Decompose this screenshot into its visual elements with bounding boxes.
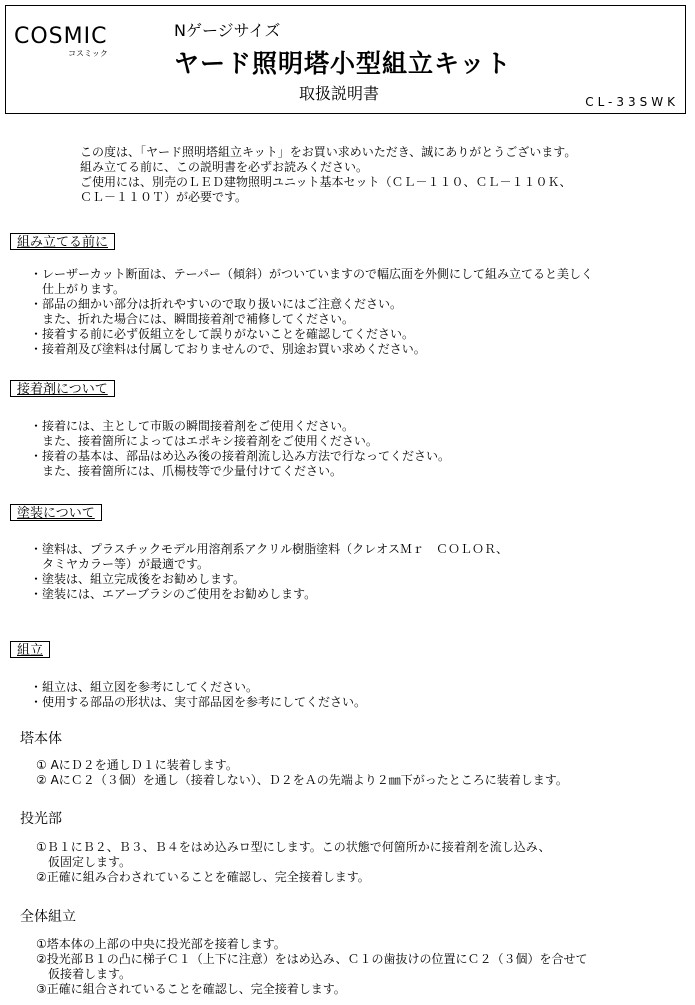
section-line: また、折れた場合には、瞬間接着剤で補修してください。	[30, 312, 355, 326]
section-line: ・組立は、組立図を参考にしてください。	[30, 680, 259, 694]
section-line: ・塗料は、プラスチックモデル用溶剤系アクリル樹脂塗料（クレオスＭｒ ＣＯＬＯＲ、	[30, 542, 508, 556]
section-heading-assembly: 組立	[10, 641, 50, 658]
logo-text: COSMIC	[14, 24, 108, 49]
section-line: タミヤカラー等）が最適です。	[30, 557, 210, 571]
section-line: ・塗装は、組立完成後をお勧めします。	[30, 572, 246, 586]
step-line: ①塔本体の上部の中央に投光部を接着します。	[36, 937, 286, 951]
subsection-heading-projector: 投光部	[20, 811, 62, 827]
intro-line: この度は、「ヤード照明塔組立キット」をお買い求めいただき、誠にありがとうございます。	[80, 145, 577, 159]
logo-sub-text: コスミック	[68, 49, 108, 58]
model-number: CL-33SWK	[585, 95, 679, 109]
section-line: ・レーザーカット断面は、テーパー（傾斜）がついていますので幅広面を外側にして組み立てると美しく	[30, 267, 594, 281]
section-line: ・部品の細かい部分は折れやすいので取り扱いにはご注意ください。	[30, 297, 403, 311]
step-line: 仮固定します。	[36, 855, 132, 869]
subsection-heading-whole-assembly: 全体組立	[20, 909, 76, 925]
cosmic-logo	[14, 24, 114, 64]
step-line: ① AにＤ２を通しＤ１に装着します。	[36, 758, 238, 772]
section-heading-painting: 塗装について	[10, 504, 102, 521]
section-line: ・接着の基本は、部品はめ込み後の接着剤流し込み方法で行なってください。	[30, 449, 451, 463]
step-line: ②正確に組み合わされていることを確認し、完全接着します。	[36, 870, 370, 884]
section-heading-adhesive: 接着剤について	[10, 380, 115, 397]
section-line: 仕上がります。	[30, 282, 126, 296]
section-line: ・接着剤及び塗料は付属しておりませんので、別途お買い求めください。	[30, 342, 426, 356]
section-line: また、接着箇所によってはエポキシ接着剤をご使用ください。	[30, 434, 378, 448]
intro-line: 組み立てる前に、この説明書を必ずお読みください。	[80, 160, 369, 174]
product-scale: Nゲージサイズ	[174, 21, 281, 40]
section-line: ・接着には、主として市販の瞬間接着剤をご使用ください。	[30, 419, 355, 433]
step-line: 仮接着します。	[36, 967, 132, 981]
section-line: また、接着箇所には、爪楊枝等で少量付けてください。	[30, 464, 343, 478]
section-line: ・接着する前に必ず仮組立をして誤りがないことを確認してください。	[30, 327, 415, 341]
document-type: 取扱説明書	[299, 84, 380, 103]
product-title: ヤード照明塔小型組立キット	[174, 49, 512, 78]
intro-line: ご使用には、別売のＬＥＤ建物照明ユニット基本セット（ＣＬ－１１０、ＣＬ－１１０Ｋ、	[80, 175, 572, 189]
section-heading-before-assembly: 組み立てる前に	[10, 233, 115, 250]
step-line: ②投光部Ｂ１の凸に梯子Ｃ１（上下に注意）をはめ込み、Ｃ１の歯抜けの位置にＣ２（３個）を合せて	[36, 952, 588, 966]
section-line: ・塗装には、エアーブラシのご使用をお勧めします。	[30, 587, 317, 601]
step-line: ② AにＣ２（３個）を通し（接着しない）、Ｄ２をＡの先端より２㎜下がったところに装着します。	[36, 773, 568, 787]
intro-line: ＣＬ－１１０Ｔ）が必要です。	[80, 190, 248, 204]
subsection-heading-tower: 塔本体	[20, 731, 62, 747]
section-line: ・使用する部品の形状は、実寸部品図を参考にしてください。	[30, 695, 367, 709]
step-line: ③正確に組合されていることを確認し、完全接着します。	[36, 982, 346, 996]
header-box	[5, 5, 686, 114]
step-line: ①Ｂ１にＢ２、Ｂ３、Ｂ４をはめ込みロ型にします。この状態で何箇所かに接着剤を流し込み、	[36, 840, 551, 854]
